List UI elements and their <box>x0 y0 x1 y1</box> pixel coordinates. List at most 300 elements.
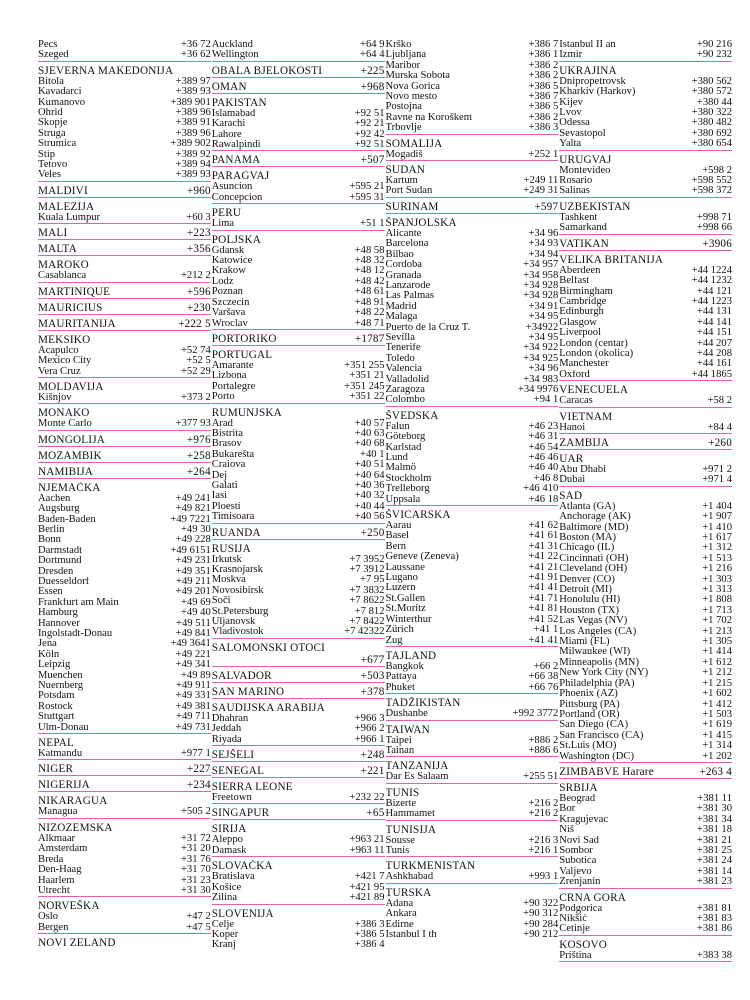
country-section <box>559 254 732 381</box>
city-code: +1 410 <box>702 521 732 533</box>
city-name: Stockholm <box>385 473 432 484</box>
city-code: +34 9976 <box>517 383 559 395</box>
city-name: Bukarešta <box>211 449 255 460</box>
city-name: Mogadiš <box>385 149 423 160</box>
country-section <box>386 40 559 135</box>
country-name: SURINAM <box>385 200 439 213</box>
country-section <box>386 201 559 214</box>
city-name: Detroit (MI) <box>559 585 612 596</box>
city-name: Cordoba <box>385 260 422 271</box>
city-code: +40 51 <box>354 459 385 471</box>
city-name: Alkmaar <box>38 833 76 844</box>
column-1 <box>38 40 211 1000</box>
country-name: ŠVEDSKA <box>385 409 439 422</box>
city-code: +380 654 <box>691 138 732 150</box>
country-heading <box>212 65 385 77</box>
country-section <box>38 407 211 430</box>
city-name: Edinburgh <box>559 307 604 318</box>
country-section <box>212 702 385 746</box>
city-name: Lund <box>385 453 408 463</box>
city-code: +36 62 <box>180 49 211 61</box>
country-name: ZIMBABVE Harare <box>559 765 654 778</box>
city-name: Concepcion <box>211 192 263 203</box>
city-name: Yalta <box>559 139 582 150</box>
country-name: PORTUGAL <box>211 348 273 361</box>
country-heading <box>38 201 211 213</box>
country-heading <box>212 765 385 777</box>
city-code: +46 18 <box>528 493 559 505</box>
city-name: New York City (NY) <box>559 668 649 679</box>
country-heading <box>559 437 732 449</box>
city-name: Cetinje <box>559 924 590 935</box>
city-name: Postojna <box>385 102 422 113</box>
country-section <box>212 207 385 230</box>
city-code: +44 207 <box>696 337 732 349</box>
city-row <box>212 735 385 745</box>
city-name: Priština <box>559 950 592 961</box>
city-code: +34 95 <box>528 331 559 343</box>
country-heading <box>212 749 385 761</box>
city-code: +49 821 <box>175 503 211 515</box>
city-code: +216 2 <box>528 797 559 809</box>
city-row <box>212 140 385 150</box>
city-code: +386 3 <box>354 918 385 930</box>
city-code: +381 14 <box>696 865 732 877</box>
country-code: +596 <box>186 285 211 298</box>
city-code: +90 312 <box>523 908 559 920</box>
city-name: Kišnjov <box>38 392 72 403</box>
city-row <box>38 912 211 922</box>
city-row <box>559 423 732 433</box>
city-name: St.Luis (MO) <box>559 741 617 752</box>
city-code: +389 96 <box>175 127 211 139</box>
country-heading <box>559 411 732 423</box>
city-code: +92 51 <box>354 107 385 119</box>
country-name: NEPAL <box>38 737 75 750</box>
city-code: +49 331 <box>175 690 211 702</box>
city-name: Szeged <box>38 50 69 61</box>
city-code: +44 141 <box>696 316 732 328</box>
city-name: Pecs <box>38 40 58 50</box>
country-heading <box>212 333 385 345</box>
country-section <box>212 670 385 683</box>
city-code: +216 3 <box>528 834 559 846</box>
country-section <box>386 509 559 647</box>
city-name: Novi Sad <box>559 835 599 846</box>
city-name: St.Gallen <box>385 593 426 604</box>
country-heading <box>559 154 732 166</box>
city-code: +992 3772 <box>512 708 559 720</box>
city-code: +1 212 <box>702 667 732 679</box>
country-code: +234 <box>186 779 211 792</box>
country-name: UKRAJINA <box>559 64 617 77</box>
city-code: +44 161 <box>696 358 732 370</box>
city-code: +34 957 <box>523 259 559 271</box>
city-row <box>559 741 732 751</box>
city-code: +46 23 <box>528 420 559 432</box>
city-row <box>38 556 211 566</box>
city-code: +41 62 <box>528 520 559 532</box>
city-name: Oxford <box>559 369 590 380</box>
city-code: +90 284 <box>523 918 559 930</box>
city-code: +386 3 <box>528 122 559 134</box>
country-name: SALOMONSKI OTOCI <box>211 641 326 654</box>
country-name: SAD <box>559 489 583 502</box>
city-code: +386 7 <box>528 39 559 50</box>
city-row <box>386 709 559 719</box>
city-name: Belfast <box>559 276 590 287</box>
country-name: SIERRA LEONE <box>211 781 293 794</box>
country-heading <box>38 434 211 446</box>
city-code: +31 70 <box>180 864 211 876</box>
city-code: +46 410 <box>523 483 559 495</box>
city-name: Den-Haag <box>38 865 82 876</box>
country-name: PERU <box>211 207 242 220</box>
city-name: Ploesti <box>211 501 241 512</box>
city-name: Sevastopol <box>559 128 606 139</box>
city-name: Uljanovsk <box>211 617 256 628</box>
city-code: +381 11 <box>697 792 732 804</box>
city-name: Lugano <box>385 573 418 584</box>
city-code: +381 81 <box>696 902 732 914</box>
city-code: +7 3952 <box>349 553 385 565</box>
country-section <box>38 779 211 792</box>
city-code: +41 21 <box>528 561 559 573</box>
city-name: Nova Gorica <box>385 81 440 92</box>
city-code: +64 4 <box>359 49 385 61</box>
country-heading <box>38 185 211 197</box>
city-name: Valencia <box>385 364 422 375</box>
city-code: +48 71 <box>354 317 385 329</box>
country-heading <box>212 97 385 109</box>
country-name: SAUDIJSKA ARABIJA <box>211 701 325 714</box>
city-code: +41 71 <box>528 592 559 604</box>
country-section <box>559 40 732 62</box>
country-name: PARAGVAJ <box>211 170 270 183</box>
country-heading <box>38 334 211 346</box>
city-code: +31 76 <box>180 853 211 865</box>
city-code: +886 6 <box>528 744 559 756</box>
city-name: Valladolid <box>385 374 430 385</box>
city-name: Portland (OR) <box>559 709 620 720</box>
country-section <box>38 482 211 734</box>
country-section <box>212 860 385 904</box>
city-name: Oslo <box>38 912 59 923</box>
city-name: London (centar) <box>559 338 628 349</box>
city-code: +31 20 <box>180 843 211 855</box>
city-name: Cleveland (OH) <box>559 564 628 575</box>
city-code: +48 22 <box>354 307 385 319</box>
country-name: MOLDAVIJA <box>38 380 104 393</box>
city-name: Istanbul II an <box>559 40 616 50</box>
city-name: Kumanovo <box>38 97 86 108</box>
city-row <box>386 463 559 473</box>
country-section <box>38 466 211 479</box>
city-row <box>386 150 559 160</box>
city-name: Kragujevac <box>559 814 609 825</box>
city-name: Cambridge <box>559 296 607 307</box>
country-section <box>212 642 385 667</box>
country-heading <box>212 543 385 555</box>
city-row <box>386 930 559 940</box>
city-name: Frankfurt am Main <box>38 597 119 608</box>
city-row <box>559 276 732 286</box>
country-heading <box>212 908 385 920</box>
city-name: Toledo <box>385 353 415 364</box>
city-row <box>386 636 559 646</box>
city-name: Vladivostok <box>211 627 264 638</box>
city-code: +381 34 <box>696 813 732 825</box>
country-code: +503 <box>360 669 385 682</box>
city-code: +44 121 <box>696 285 732 297</box>
city-name: Acapulco <box>38 345 79 356</box>
country-heading <box>212 81 385 93</box>
country-heading <box>38 937 211 949</box>
city-name: Krško <box>385 40 412 50</box>
city-code: +49 30 <box>180 523 211 535</box>
city-name: Ulm-Donau <box>38 722 89 733</box>
city-code: +1 303 <box>702 573 732 585</box>
city-code: +1 907 <box>702 511 732 523</box>
country-name: MARTINIQUE <box>38 285 111 298</box>
city-name: Los Angeles (CA) <box>559 626 637 637</box>
city-name: Brasov <box>211 439 242 450</box>
city-code: +386 5 <box>528 101 559 113</box>
country-section <box>212 527 385 540</box>
city-code: +84 4 <box>707 421 732 433</box>
city-code: +7 8622 <box>349 595 385 607</box>
city-code: +58 2 <box>707 395 732 407</box>
city-name: Iasi <box>211 491 228 502</box>
city-code: +1 404 <box>702 500 732 512</box>
city-name: Skopje <box>38 118 68 129</box>
city-row <box>212 308 385 318</box>
country-name: PAKISTAN <box>211 96 267 109</box>
country-section <box>386 650 559 694</box>
city-row <box>38 749 211 759</box>
city-code: +31 72 <box>180 832 211 844</box>
city-name: Kranj <box>211 940 236 951</box>
country-name: SLOVAČKA <box>211 860 273 873</box>
country-heading <box>38 450 211 462</box>
country-section <box>212 908 385 951</box>
city-name: Bangkok <box>385 661 424 672</box>
country-section <box>212 749 385 762</box>
city-code: +386 2 <box>528 111 559 123</box>
city-code: +373 2 <box>180 391 211 403</box>
city-name: Edirne <box>385 919 414 930</box>
city-name: Trelleborg <box>385 484 430 495</box>
city-code: +381 24 <box>696 855 732 867</box>
country-section <box>38 201 211 224</box>
city-code: +92 21 <box>354 118 385 130</box>
country-name: PORTORIKO <box>211 332 277 345</box>
country-code: +968 <box>360 80 385 93</box>
city-name: Valjevo <box>559 866 592 877</box>
country-name: SUDAN <box>385 164 426 177</box>
city-code: +90 232 <box>696 49 732 61</box>
country-name: SIRIJA <box>211 823 247 836</box>
city-row <box>212 50 385 60</box>
city-code: +421 95 <box>349 881 385 893</box>
city-code: +232 22 <box>349 792 385 804</box>
city-code: +90 212 <box>523 929 559 940</box>
country-code: +378 <box>360 685 385 698</box>
city-code: +34 96 <box>528 363 559 375</box>
column-4 <box>559 40 732 1000</box>
city-name: Hannover <box>38 618 80 629</box>
country-name: ŠVICARSKA <box>385 509 451 522</box>
city-code: +49 511 <box>176 617 211 629</box>
city-name: Freetown <box>211 793 252 804</box>
country-code: +248 <box>360 749 385 762</box>
city-code: +48 12 <box>354 265 385 277</box>
city-code: +595 21 <box>349 181 385 193</box>
country-name: MALI <box>38 227 68 240</box>
city-code: +49 221 <box>175 648 211 660</box>
city-row <box>386 395 559 405</box>
city-code: +380 692 <box>691 127 732 139</box>
country-name: TAIWAN <box>385 723 430 736</box>
city-name: Kavadarci <box>38 87 82 98</box>
city-name: Porto <box>211 392 235 403</box>
country-section <box>38 381 211 404</box>
country-section <box>212 686 385 699</box>
city-row <box>559 877 732 887</box>
city-name: Geneve (Ženeva) <box>385 552 459 563</box>
city-row <box>386 872 559 882</box>
city-row <box>559 223 732 233</box>
country-section <box>38 243 211 256</box>
city-name: Houston (TX) <box>559 605 619 616</box>
country-section <box>559 453 732 487</box>
city-name: Darmstadt <box>38 545 83 556</box>
country-section <box>212 407 385 524</box>
city-name: Zürich <box>385 625 414 636</box>
city-code: +1 314 <box>702 740 732 752</box>
city-code: +1 414 <box>702 646 732 658</box>
city-row <box>559 825 732 835</box>
city-row <box>38 271 211 281</box>
city-row <box>559 186 732 196</box>
city-code: +598 2 <box>702 164 732 176</box>
city-name: Timisoara <box>211 512 255 523</box>
city-name: Odessa <box>559 118 590 129</box>
city-name: Wellington <box>211 50 259 61</box>
city-code: +381 83 <box>696 913 732 924</box>
city-row <box>386 809 559 819</box>
city-code: +421 89 <box>349 892 385 904</box>
city-code: +386 2 <box>528 70 559 82</box>
city-code: +1 305 <box>702 636 732 648</box>
country-name: TUNISIJA <box>385 823 437 836</box>
city-row <box>559 689 732 699</box>
country-section <box>559 437 732 450</box>
country-section <box>38 259 211 282</box>
city-code: +40 64 <box>354 469 385 481</box>
city-code: +389 96 <box>175 107 211 119</box>
city-code: +380 562 <box>691 75 732 87</box>
city-code: +1 215 <box>702 677 732 689</box>
city-name: San Diego (CA) <box>559 720 629 731</box>
city-code: +351 245 <box>344 380 385 392</box>
country-section <box>386 697 559 720</box>
city-code: +1 202 <box>702 750 732 762</box>
city-code: +216 1 <box>528 844 559 856</box>
city-name: Lahore <box>211 129 242 140</box>
city-name: Rawalpindi <box>211 140 261 151</box>
city-code: +1 513 <box>702 552 732 564</box>
country-name: MALTA <box>38 243 77 256</box>
city-code: +1 415 <box>702 729 732 741</box>
city-code: +505 2 <box>180 806 211 818</box>
country-heading <box>38 227 211 239</box>
city-code: +252 1 <box>528 148 559 160</box>
country-name: VELIKA BRITANIJA <box>559 253 664 266</box>
city-code: +380 44 <box>696 96 732 108</box>
city-name: Karachi <box>211 119 246 130</box>
country-code: +250 <box>360 526 385 539</box>
city-code: +34 922 <box>523 342 559 354</box>
city-code: +383 38 <box>696 949 732 961</box>
city-name: Tashkent <box>559 212 598 223</box>
city-name: Tunis <box>385 845 410 856</box>
city-name: Kijev <box>559 97 583 108</box>
country-heading <box>386 887 559 899</box>
country-name: SAN MARINO <box>211 685 285 698</box>
country-name: RUANDA <box>211 526 261 539</box>
city-name: Salinas <box>559 186 590 197</box>
country-name: SALVADOR <box>211 669 272 682</box>
country-section <box>38 227 211 240</box>
country-heading <box>559 254 732 266</box>
country-name: CRNA GORA <box>559 891 627 904</box>
city-name: Irkutsk <box>211 554 242 565</box>
city-code: +34 94 <box>528 248 559 260</box>
city-name: Luzern <box>385 583 416 594</box>
city-name: Beograd <box>559 793 596 804</box>
city-code: +216 2 <box>528 808 559 820</box>
city-name: Lizbona <box>211 371 247 382</box>
city-code: +49 40 <box>180 607 211 619</box>
city-code: +966 3 <box>354 712 385 724</box>
country-name: VENECUELA <box>559 384 629 397</box>
city-code: +386 1 <box>528 49 559 61</box>
city-row <box>212 392 385 402</box>
country-name: TUNIS <box>385 786 420 799</box>
city-code: +998 71 <box>696 211 732 223</box>
city-code: +41 22 <box>528 551 559 563</box>
country-section <box>38 318 211 331</box>
city-code: +47 2 <box>186 911 211 923</box>
city-code: +255 51 <box>523 771 559 783</box>
city-name: Malmö <box>385 463 417 474</box>
city-name: Port Sudan <box>385 186 433 197</box>
country-code: +976 <box>186 433 211 446</box>
city-name: Puerto de la Cruz T. <box>385 322 471 333</box>
city-name: Ingolstadt-Donau <box>38 629 113 639</box>
city-code: +389 97 <box>175 75 211 87</box>
city-code: +31 30 <box>180 884 211 896</box>
city-row <box>386 846 559 856</box>
city-code: +60 3 <box>186 211 211 223</box>
country-heading <box>38 466 211 478</box>
city-row <box>38 419 211 429</box>
city-name: Nikšić <box>559 914 587 924</box>
city-code: +1 313 <box>702 584 732 596</box>
country-heading <box>386 824 559 836</box>
city-name: Honolulu (HI) <box>559 595 621 606</box>
